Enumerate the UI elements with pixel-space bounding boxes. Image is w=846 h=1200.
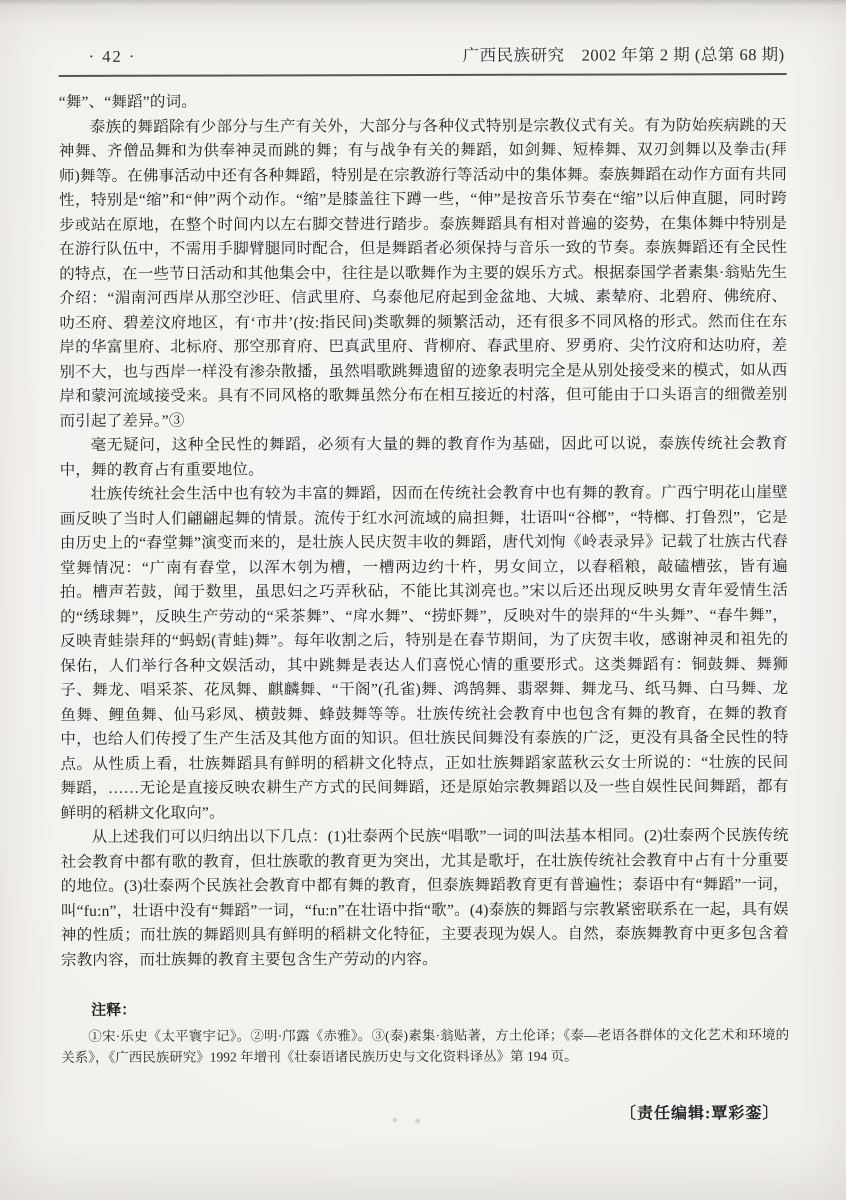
article-body [59, 89, 789, 973]
paragraph-continuation: “舞”、“舞蹈”的词。 [58, 93, 197, 111]
paragraph-summary-points: 从上述我们可以归纳出以下几点：(1)壮泰两个民族“唱歌”一词的叫法基本相同。(2)壮泰两个民族传统社会教育中都有歌的教育，但壮族歌的教育更为突出，尤其是歌圩，在壮族传统社会教育中占有十分重要的地位。(3)壮泰两个民族社会教育中都有舞的教育，但泰族舞蹈教育更有普遍性；泰语中有“舞蹈”一词，叫“fu:n”，壮语中没有“舞蹈”一词，“fu:n”在壮语中指“歌”。(4)泰族的舞蹈与宗教紧密联系在一起，具有娱神的性质；而壮族的舞蹈则具有鲜明的稻耕文化特征，主要表现为娱人。自然，泰族舞教育中更多包含着宗教内容，而壮族舞的教育主要包含生产劳动的内容。 [60, 827, 789, 969]
page-number: · 42 · [88, 46, 137, 66]
notes-heading: 注释： [91, 1002, 137, 1019]
paragraph-zhuang-dance: 壮族传统社会生活中也有较为丰富的舞蹈，因而在传统社会教育中也有舞的教育。广西宁明花山崖壁画反映了当时人们翩翩起舞的情景。流传于红水河流域的扁担舞，壮语叫“谷榔”，“特榔、打鲁烈”，它是由历史上的“舂堂舞”演变而来的，是壮族人民庆贺丰收的舞蹈，唐代刘恂《岭表录异》记载了壮族古代舂堂舞情况：“广南有舂堂，以浑木刳为槽，一槽两边约十杵，男女间立，以舂稻粮，敲磕槽弦，皆有遍拍。槽声若鼓，闻于数里，虽思妇之巧弄秋砧，不能比其浏亮也。”宋以后还出现反映男女青年爱情生活的“绣球舞”，反映生产劳动的“采茶舞”、“戽水舞”、“捞虾舞”，反映对牛的崇拜的“牛头舞”、“春牛舞”，反映青蛙崇拜的“蚂𧊅(青蛙)舞”。每年收割之后，特别是在春节期间，为了庆贺丰收，感谢神灵和祖先的保佑，人们举行各种文娱活动，其中跳舞是表达人们喜悦心情的重要形式。这类舞蹈有：铜鼓舞、舞狮子、舞龙、唱采茶、花凤舞、麒麟舞、“干阁”(孔雀)舞、鸿鹄舞、翡翠舞、舞龙马、纸马舞、白马舞、龙鱼舞、鲤鱼舞、仙马彩凤、横鼓舞、蜂鼓舞等等。壮族传统社会教育中也包含有舞的教育，在舞的教育中，也给人们传授了生产生活及其他方面的知识。但壮族民间舞没有泰族的广泛，更没有具备全民性的特点。从性质上看，壮族舞蹈具有鲜明的稻耕文化特点，正如壮族舞蹈家蓝秋云女士所说的：“壮族的民间舞蹈，……无论是直接反映农耕生产方式的民间舞蹈，还是原始宗教舞蹈以及一些自娱性民间舞蹈，都有鲜明的稻耕文化取向”。 [59, 484, 789, 822]
paragraph-thai-dance: 泰族的舞蹈除有少部分与生产有关外，大部分与各种仪式特别是宗教仪式有关。有为防始疾病跳的天神舞、齐僧品舞和为供奉神灵而跳的舞；有与战争有关的舞蹈，如剑舞、短棒舞、双刃剑舞以及拳击(拜师)舞等。在佛事活动中还有各种舞蹈，特别是在宗教游行等活动中的集体舞。泰族舞蹈在动作方面有共同性，特别是“缩”和“伸”两个动作。“缩”是膝盖往下蹲一些，“伸”是按音乐节奏在“缩”以后伸直腿，同时跨步或站在原地，在整个时间内以左右脚交替进行踏步。泰族舞蹈具有相对普遍的姿势，在集体舞中特别是在游行队伍中，不需用手脚臂腿同时配合，但是舞蹈者必须保持与音乐一致的节奏。泰族舞蹈还有全民性的特点，在一些节日活动和其他集会中，往往是以歌舞作为主要的娱乐方式。根据泰国学者素集·翁贴先生介绍：“湄南河西岸从那空沙旺、信武里府、乌泰他尼府起到金盆地、大城、素辇府、北碧府、佛统府、叻丕府、碧差汶府地区，有‘市井’(按:指民间)类歌舞的频繁活动，还有很多不同风格的形式。然而住在东岸的华富里府、北标府、那空那育府、巴真武里府、背柳府、春武里府、罗勇府、尖竹汶府和达叻府，差别不大，也与西岸一样没有渗杂散播，虽然唱歌跳舞遗留的迹象表明完全是从别处接受来的模式，如从西岸和蒙河流域接受来。具有不同风格的歌舞虽然分布在相互接近的村落，但可能由于口头语言的细微差别而引起了差异。”③ [58, 116, 788, 430]
scan-dust-dot [393, 1118, 397, 1122]
journal-issue-line: 广西民族研究 2002 年第 2 期 (总第 68 期) [462, 45, 785, 65]
page-header [59, 41, 787, 73]
header-rule [59, 73, 787, 77]
editor-credit: 〔责任编辑:覃彩銮〕 [620, 1105, 780, 1123]
scan-dust-dot [415, 1119, 420, 1123]
note-item: ①宋·乐史《太平寰宇记》。②明·邝露《赤雅》。③(泰)素集·翁贴著，方土伦译；《泰—老语各群体的文化艺术和环境的关系》，《广西民族研究》1992 年增刊《壮泰语诸民族历史与文化资料译丛》第 194 页。 [61, 1027, 790, 1065]
paragraph-conclusion-thai: 毫无疑问，这种全民性的舞蹈，必须有大量的舞的教育作为基础，因此可以说，泰族传统社会教育中，舞的教育占有重要地位。 [59, 435, 788, 479]
page-content [59, 41, 790, 1125]
notes-section [61, 997, 789, 1068]
